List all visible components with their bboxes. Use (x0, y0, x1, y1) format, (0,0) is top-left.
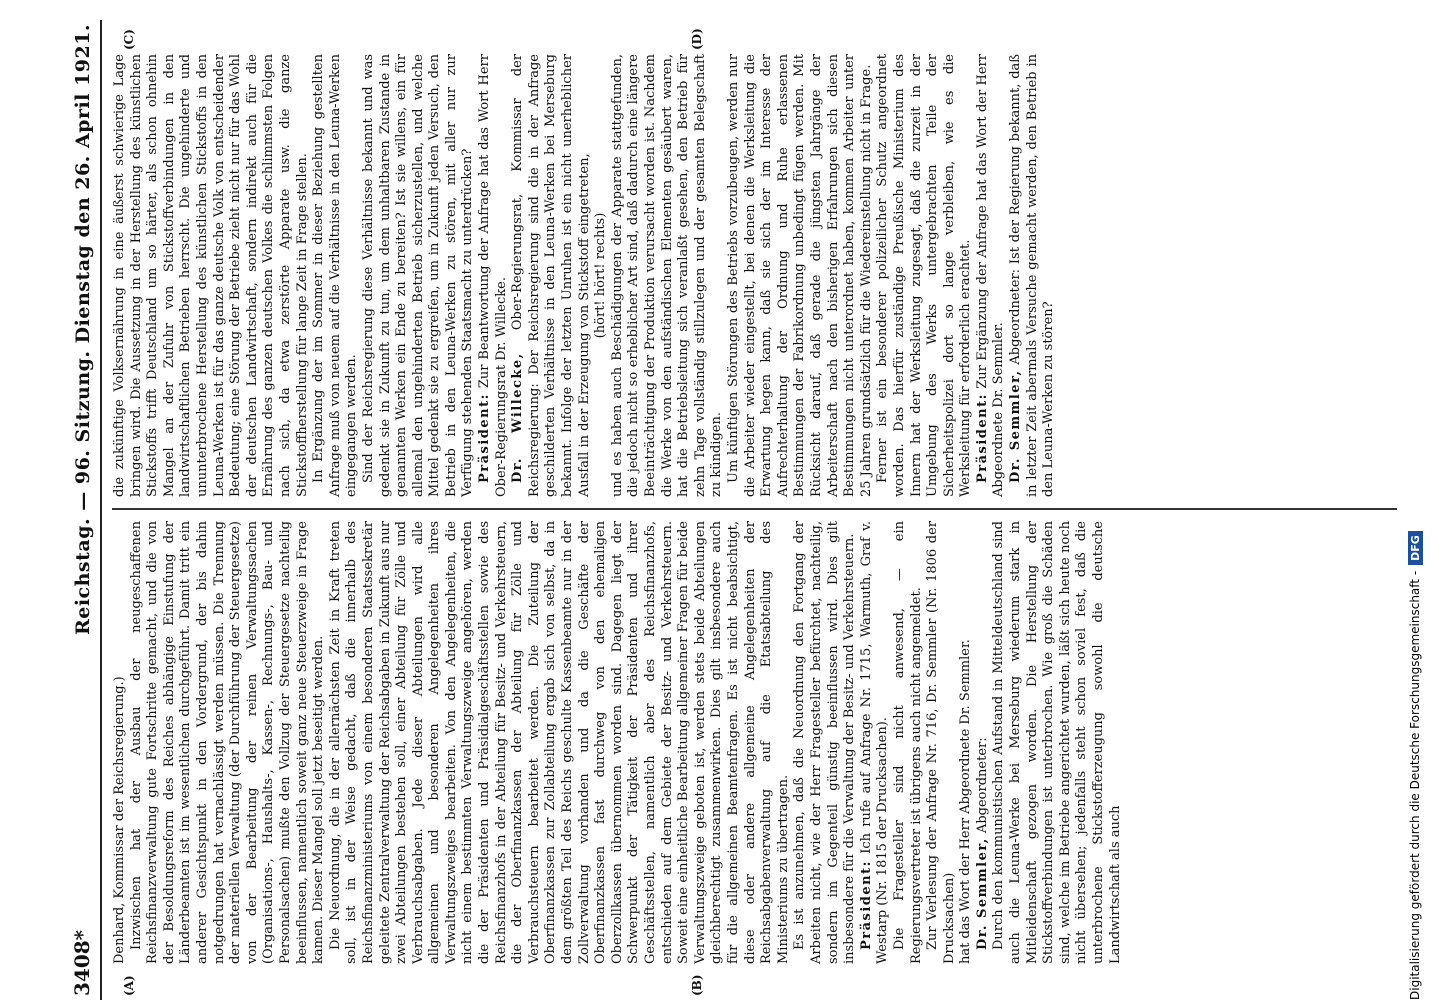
paragraph: die zukünftige Volksernährung in eine äußerst schwierige Lage bringen wird. Die Aussetzung in der Herstellung des künstlichen Stickstoffs trifft Deutschland um so härter, als schon ohnehin Mangel an der Zufuhr von Stickstoffverbindungen in den landwirtschaftlichen Betrieben herrscht. Die ungehinderte und ununterbrochene Herstellung des künstlichen Stickstoffs in den Leuna-Werken ist für das ganze deutsche Volk von entscheidender Bedeutung; eine Störung der Betriebe zieht nicht nur für das Wohl der deutschen Landwirtschaft, sondern indirekt auch für die Ernährung des ganzen deutschen Volkes die schlimmsten Folgen nach sich, da etwa zerstörte Apparate usw. die ganze Stickstoffherstellung für lange Zeit in Frage stellen. (112, 54, 310, 497)
speaker-line: Denhard, Kommissar der Reichsregierung.) (112, 676, 127, 964)
paragraph: Abgeordneter: Ist der Regierung bekannt, daß in letzter Zeit abermals Versuche gemacht werden, den Betrieb in den Leuna-Werken zu stören? (1008, 54, 1057, 497)
president-label: Präsident: (858, 860, 874, 950)
president-text: Zur Ergänzung der Anfrage hat das Wort der Herr Abgeordnete Dr. Semmler. (974, 54, 1007, 497)
digitization-credit (1400, 10, 1430, 1000)
paragraph: Die Neuordnung, die in der allernächsten Zeit in Kraft treten soll, ist in der Weise gedacht, daß die innerhalb des Reichsfinanzministeriums von einem besonderen Staatssekretär geleitete Zentralverwaltung der Reichsabgaben in Zukunft aus nur zwei Abteilungen bestehen soll, einer Abteilung für Zölle und Verbrauchsabgaben. Jede dieser Abteilungen wird alle allgemeinen und besonderen Angelegenheiten ihres Verwaltungszweiges bearbeiten. Von den Angelegenheiten, die nicht einem bestimmten Verwaltungszweige angehören, werden die der Präsidenten und Präsidialgeschäftsstellen sowie des Reichsfinanzhofs in der Abteilung für Besitz- und Verkehrsteuern, die der Oberfinanzkassen der Abteilung für Zölle und Verbrauchsteuern bearbeitet werden. Die Zuteilung der Oberfinanzkassen zur Zollabteilung ergab sich von selbst, da in dem größten Teil des Reichs geschulte Kassenbeamte nur in der Zollverwaltung vorhanden und da die Geschäfte der Oberfinanzkassen fast durchweg von den ehemaligen Oberzollkassen übernommen worden sind. Dagegen liegt der Schwerpunkt der Tätigkeit der Präsidenten und ihrer Geschäftsstellen, namentlich aber des Reichsfinanzhofs, entschieden auf dem Gebiete der Besitz- und Verkehrsteuern. Soweit eine einheitliche Bearbeitung allgemeiner Fragen für beide Verwaltungszweige geboten ist, werden stets beide Abteilungen gleichberechtigt zusammenwirken. Dies gilt insbesondere auch für die allgemeinen Beamtenfragen. Es ist nicht beabsichtigt, diese oder andere allgemeine Angelegenheiten der Reichsabgabenverwaltung auf die Etatsabteilung des Ministeriums zu übertragen. (327, 521, 791, 964)
paragraph: Um künftigen Störungen des Betriebs vorzubeugen, werden nur die Arbeiter wieder eingestellt, bei denen die Werksleitung die Erwartung hegen kann, daß sie sich der im Interesse der Aufrechterhaltung der Ordnung und Ruhe erlassenen Bestimmungen der Fabrikordnung unbedingt fügen werden. Mit Rücksicht darauf, daß gerade die jüngsten Jahrgänge der Arbeiterschaft nach den bisherigen Erfahrungen sich diesen Bestimmungen nicht unterordnet haben, kommen Arbeiter unter 25 Jahren grundsätzlich für die Wiedereinstellung nicht in Frage. (725, 54, 874, 497)
page-number: 3408* (70, 929, 94, 996)
paragraph: und es haben auch Beschädigungen der Apparate stattgefunden, die jedoch nicht so erheblicher Art sind, daß dadurch eine längere Beeinträchtigung der Produktion verursacht worden ist. Nachdem die Werke von den aufständischen Elementen gesäubert waren, hat die Betriebsleitung sich veranlaßt gesehen, den Betrieb für zehn Tage vollständig stillzulegen und der gesamten Belegschaft zu kündigen. (609, 54, 725, 497)
rotated-document-page (50, 20, 1405, 1000)
president-label: Präsident: (477, 393, 493, 483)
dfg-logo: DFG (1408, 531, 1423, 565)
page-header (50, 20, 102, 1000)
paragraph: Die Fragesteller sind nicht anwesend, — ein Regierungsvertreter ist übrigens auch nicht angemeldet. (891, 521, 924, 964)
president-text: Zur Beantwortung der Anfrage hat das Wort Herr Ober-Regierungsrat Dr. Willecke. (477, 54, 509, 497)
paragraph: Zur Verlesung der Anfrage Nr. 716, Dr. Semmler (Nr. 1806 der Drucksachen) (925, 521, 957, 964)
president-text: Ich rufe auf Anfrage Nr. 1715, Warmuth, Graf v. Westarp (Nr. 1815 der Drucksachen). (858, 521, 891, 964)
speaker-label: Dr. Semmler, (974, 837, 990, 950)
margin-marker-d: (D) (690, 28, 704, 50)
paragraph: Ferner ist ein besonderer polizeilicher Schutz angeordnet worden. Das hierfür zuständige Preußische Ministerium des Innern hat der Werksleitung zugesagt, daß die zurzeit in der Umgebung des Werks untergebrachten Teile der Sicherheitspolizei dort so lange verbleiben, wie es die Werksleitung für erforderlich erachtet. (875, 54, 974, 497)
president-label: Präsident: (974, 393, 990, 483)
paragraph: Sind der Reichsregierung diese Verhältnisse bekannt und was gedenkt sie in Zukunft zu tun, um dem unhaltbaren Zustande in genannten Werken ein Ende zu bereiten? Ist sie willens, ein für allemal den ungehinderten Betrieb sicherzustellen, und welche Mittel gedenkt sie zu ergreifen, um in Zukunft jeden Versuch, den Betrieb in den Leuna-Werken zu stören, mit aller nur zur Verfügung stehenden Staatsmacht zu unterdrücken? (360, 54, 476, 497)
paragraph: Ober-Regierungsrat, Kommissar der Reichsregierung: Der Reichsregierung sind die in der Anfrage geschilderten Verhältnisse in den Leuna-Werken bei Merseburg bekannt. Infolge der letzten Unruhen ist ein nicht unerheblicher Ausfall in der Erzeugung von Stickstoff eingetreten, (510, 54, 592, 497)
credit-text: Digitalisierung gefördert durch die Deutsche Forschungsgemeinschaft - (1408, 570, 1422, 1000)
paragraph: Durch den kommunistischen Aufstand in Mitteldeutschland sind auch die Leuna-Werke bei Merseburg wiederum stark in Mitleidenschaft gezogen worden. Die Herstellung der Stickstoffverbindungen ist unterbrochen. Wie groß die Schäden sind, welche im Betriebe angerichtet wurden, läßt sich heute noch nicht übersehen; jedenfalls steht schon soviel fest, daß die unterbrochene Stickstofferzeugung sowohl die deutsche Landwirtschaft als auch (991, 521, 1123, 964)
margin-marker-a: (A) (122, 975, 136, 996)
paragraph: In Ergänzung der im Sommer in dieser Beziehung gestellten Anfrage muß von neuem auf die Verhältnisse in den Leuna-Werken eingegangen werden. (311, 54, 360, 497)
paragraph: hat das Wort der Herr Abgeordnete Dr. Semmler. (958, 639, 974, 964)
interjection: (hört! hört! rechts) (593, 212, 609, 339)
page-title: Reichstag. — 96. Sitzung. Dienstag den 26. April 1921. (72, 24, 94, 636)
speaker-label: Dr. Semmler, (1008, 369, 1024, 483)
speaker-label: Dr. Willecke, (510, 352, 526, 483)
right-column (112, 48, 1397, 503)
paragraph: Inzwischen hat der Ausbau der neugeschaffenen Reichsfinanzverwaltung gute Fortschritte gemacht, und die von der Besoldungsreform des Reiches abhängige Einstufung der Länderbeamten ist im wesentlichen durchgeführt. Damit tritt ein anderer Gesichtspunkt in den Vordergrund, der bis dahin notgedrungen hat vernachlässigt werden müssen. Die Trennung der materiellen Verwaltung (der Durchführung der Steuergesetze) von der Bearbeitung der reinen Verwaltungssachen (Organisations-, Haushalts-, Kassen-, Rechnungs-, Bau- und Personalsachen) mußte den Vollzug der Steuergesetze nachteilig beeinflussen, namentlich soweit ganz neue Steuerzweige in Frage kamen. Dieser Mangel soll jetzt beseitigt werden. (128, 521, 327, 964)
margin-marker-c: (C) (122, 29, 136, 50)
speaker-role: Abgeordneter: (974, 737, 990, 834)
column-divider (112, 508, 1397, 510)
left-column (112, 515, 1397, 970)
paragraph: Es ist anzunehmen, daß die Neuordnung den Fortgang der Arbeiten nicht, wie der Herr Fragesteller befürchtet, nachteilig, sondern im Gegenteil günstig beeinflussen wird. Dies gilt insbesondere für die Verwaltung der Besitz- und Verkehrsteuern. (792, 521, 858, 964)
margin-marker-b: (B) (690, 974, 704, 996)
